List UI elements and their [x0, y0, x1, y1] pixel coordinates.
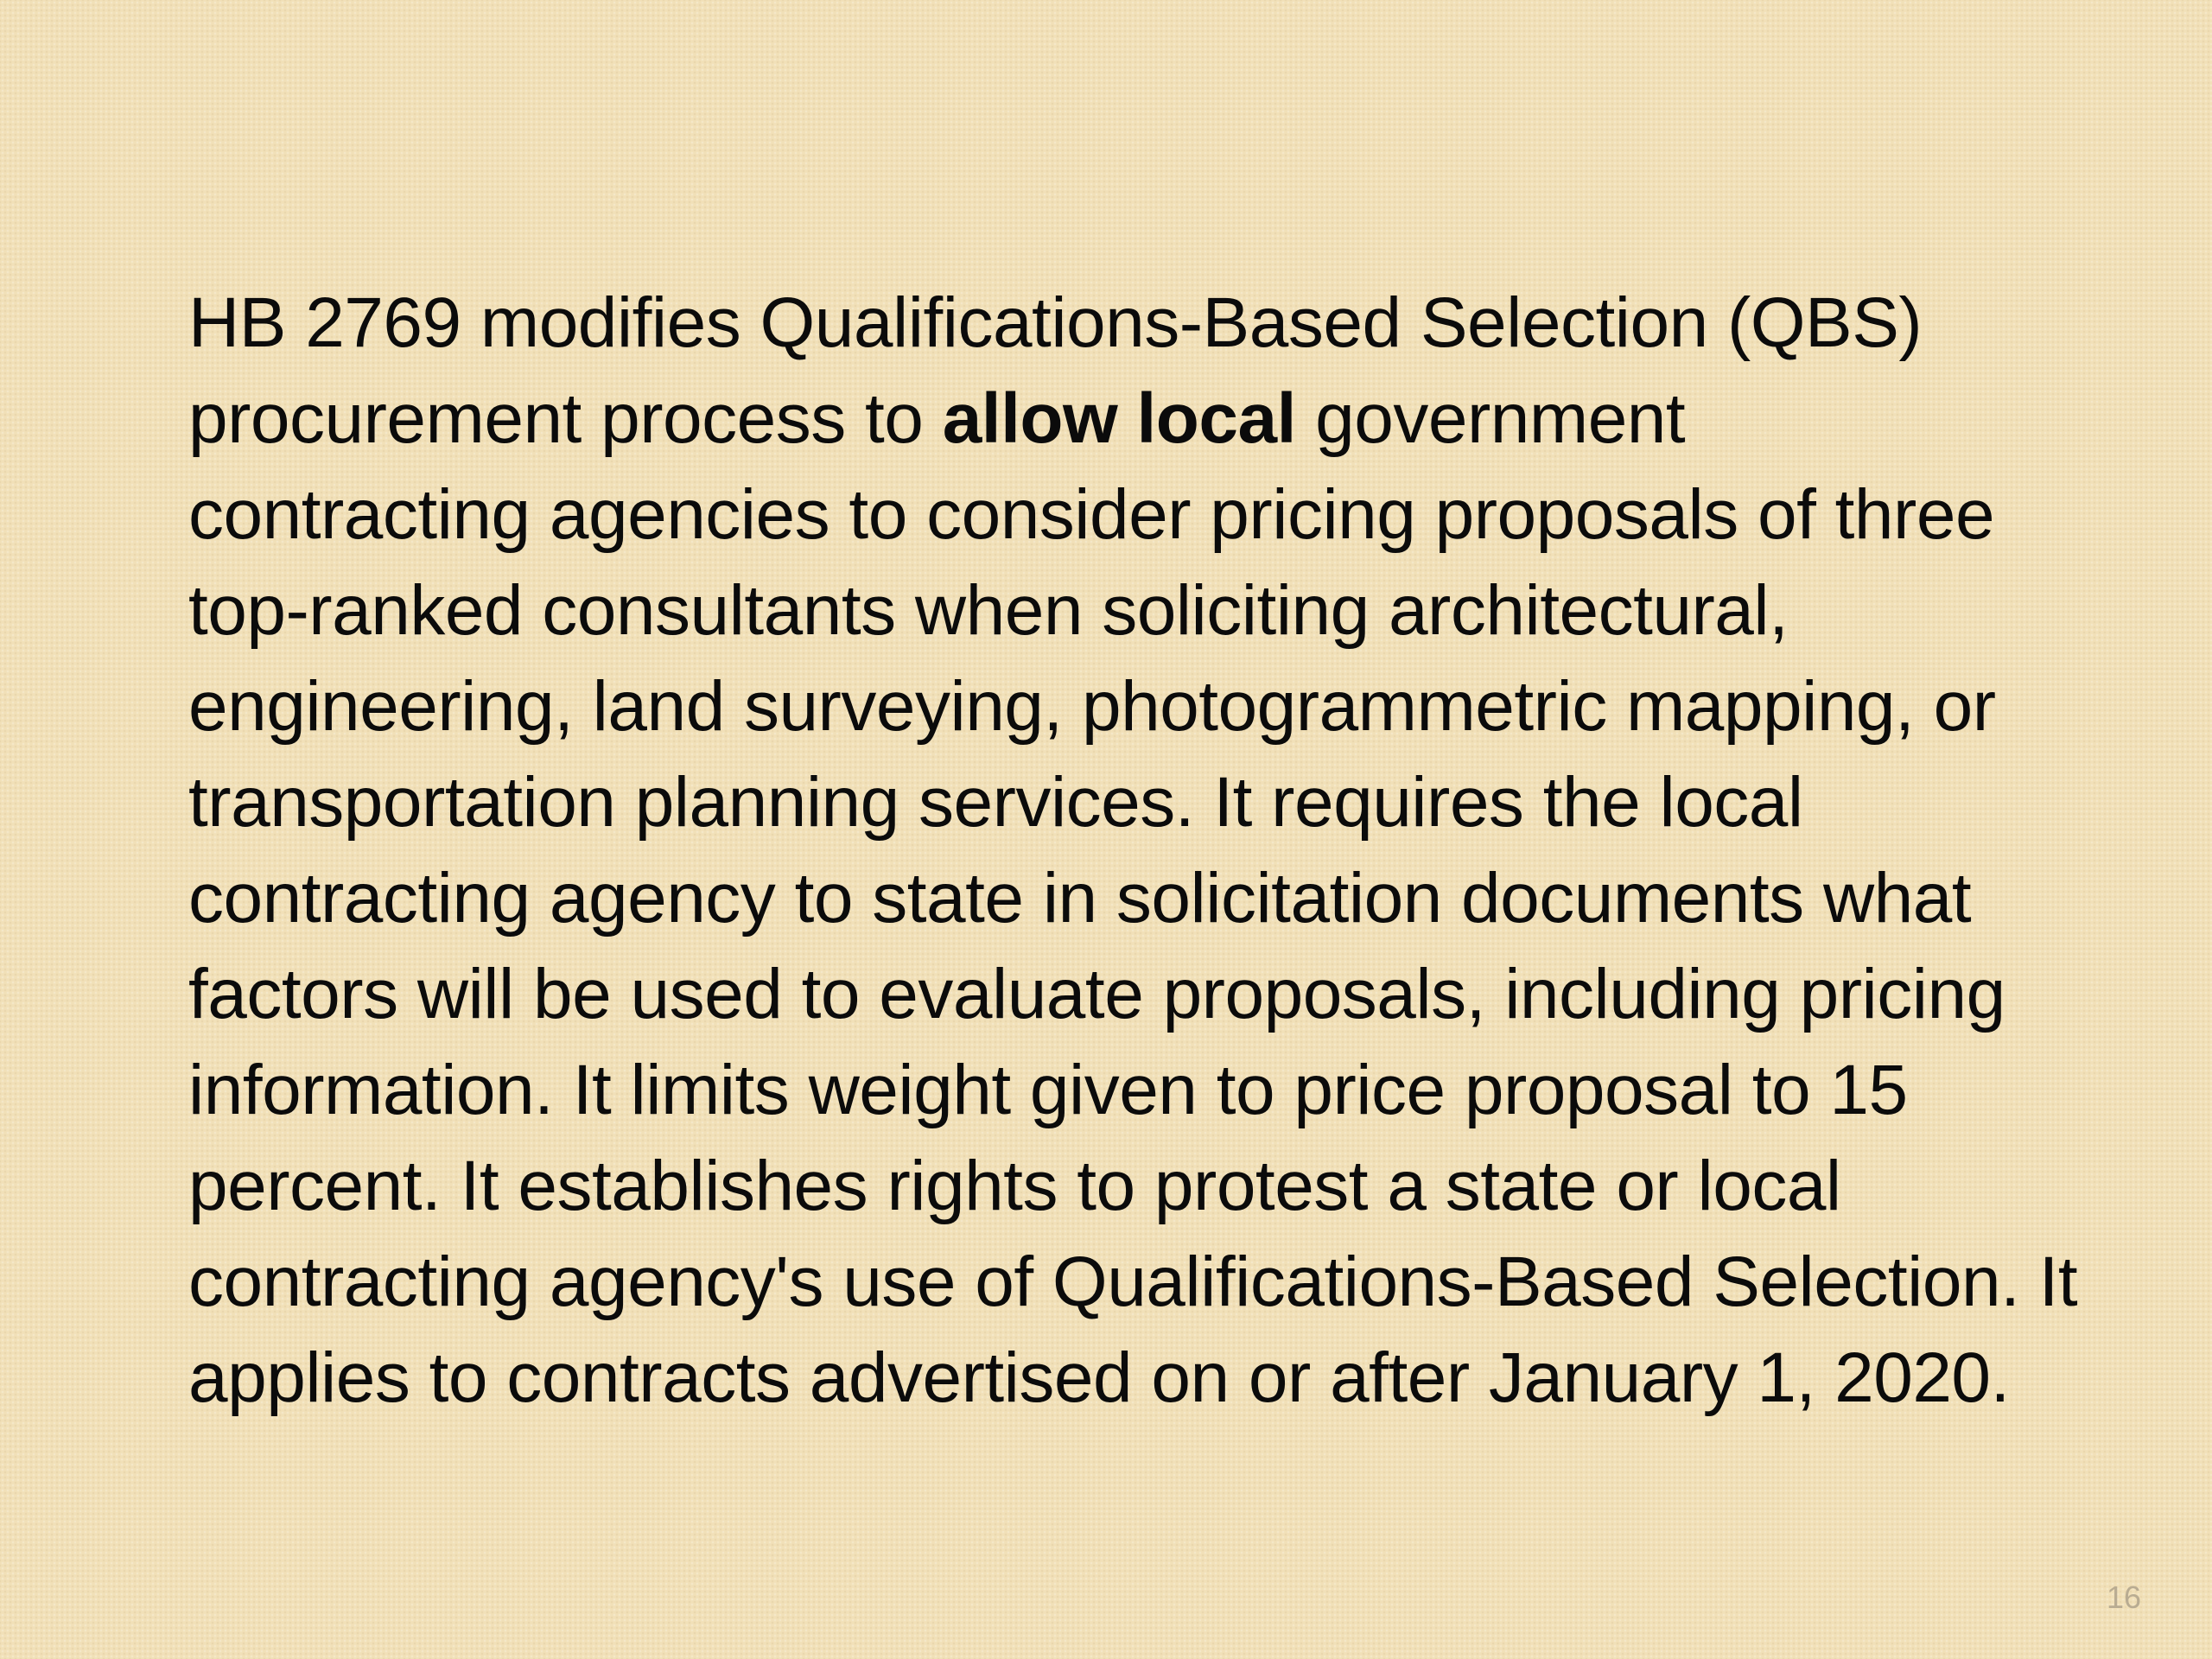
- body-text-rest: government contracting agencies to consider pricing proposals of three top-ranked consultants when soliciting architectural, engineering, land surveying, photogrammetric mapping, or transportation planning services. It requires the local contracting agency to state in solicitation documents what factors will be used to evaluate proposals, including pricing information. It limits weight given to price proposal to 15 percent. It establishes rights to protest a state or local contracting agency's use of Qualifications-Based Selection. It applies to contracts advertised on or after January 1, 2020.: [188, 379, 2078, 1417]
- slide-body-text: [188, 275, 2141, 1426]
- page-number: 16: [2106, 1580, 2141, 1615]
- body-text-intro: HB 2769 modifies Qualifications-Based Selection (QBS) procurement process to: [188, 283, 1923, 458]
- body-text-emphasis: allow local: [942, 379, 1296, 458]
